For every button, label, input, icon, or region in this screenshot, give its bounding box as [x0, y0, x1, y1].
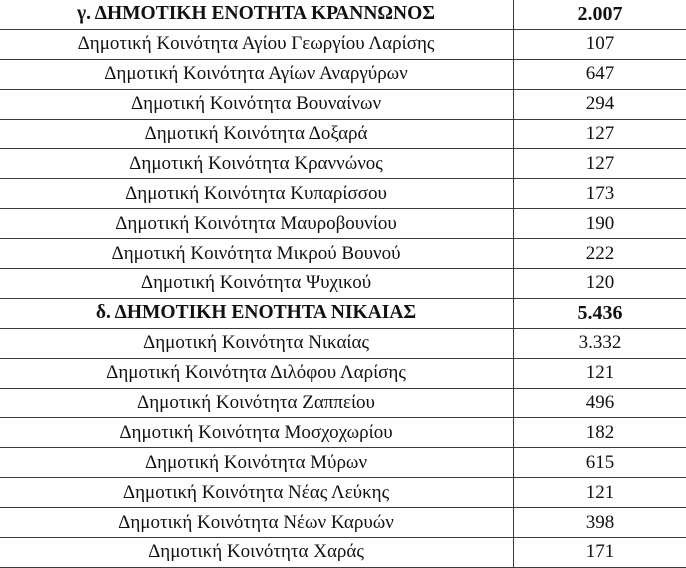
table-row: [0, 328, 686, 358]
community-name: Δημοτική Κοινότητα Ψυχικού: [0, 269, 514, 299]
community-name: Δημοτική Κοινότητα Αγίων Αναργύρων: [0, 59, 514, 89]
community-name: Δημοτική Κοινότητα Κραννώνος: [0, 149, 514, 179]
table-row: [0, 59, 686, 89]
community-name: Δημοτική Κοινότητα Βουναίνων: [0, 89, 514, 119]
table-row: [0, 239, 686, 269]
table-row: [0, 418, 686, 448]
section-total: 5.436: [514, 298, 686, 328]
population-value: 190: [514, 209, 686, 239]
community-name: Δημοτική Κοινότητα Νικαίας: [0, 328, 514, 358]
table-row: [0, 89, 686, 119]
population-value: 107: [514, 29, 686, 59]
population-value: 615: [514, 448, 686, 478]
table-row: [0, 29, 686, 59]
community-name: Δημοτική Κοινότητα Μικρού Βουνού: [0, 239, 514, 269]
community-name: Δημοτική Κοινότητα Κυπαρίσσου: [0, 179, 514, 209]
table-row: [0, 119, 686, 149]
population-value: 496: [514, 388, 686, 418]
community-name: Δημοτική Κοινότητα Μοσχοχωρίου: [0, 418, 514, 448]
population-value: 173: [514, 179, 686, 209]
community-name: Δημοτική Κοινότητα Δοξαρά: [0, 119, 514, 149]
community-name: Δημοτική Κοινότητα Αγίου Γεωργίου Λαρίσης: [0, 29, 514, 59]
section-title: γ. ΔΗΜΟΤΙΚΗ ΕΝΟΤΗΤΑ ΚΡΑΝΝΩΝΟΣ: [0, 0, 514, 29]
table-row: [0, 508, 686, 538]
table-row: [0, 448, 686, 478]
population-value: 121: [514, 358, 686, 388]
population-value: 127: [514, 149, 686, 179]
population-value: 121: [514, 478, 686, 508]
table-row: [0, 478, 686, 508]
population-value: 120: [514, 269, 686, 299]
table-row: [0, 269, 686, 299]
section-header-krannonos: [0, 0, 686, 29]
population-value: 3.332: [514, 328, 686, 358]
community-name: Δημοτική Κοινότητα Μύρων: [0, 448, 514, 478]
population-value: 222: [514, 239, 686, 269]
community-name: Δημοτική Κοινότητα Νέων Καρυών: [0, 508, 514, 538]
table-row: [0, 358, 686, 388]
table-row: [0, 149, 686, 179]
community-name: Δημοτική Κοινότητα Μαυροβουνίου: [0, 209, 514, 239]
section-header-nikaias: [0, 298, 686, 328]
section-total: 2.007: [514, 0, 686, 29]
community-name: Δημοτική Κοινότητα Ζαππείου: [0, 388, 514, 418]
community-name: Δημοτική Κοινότητα Νέας Λεύκης: [0, 478, 514, 508]
table-row: [0, 209, 686, 239]
community-name: Δημοτική Κοινότητα Διλόφου Λαρίσης: [0, 358, 514, 388]
table-row: [0, 179, 686, 209]
community-name: Δημοτική Κοινότητα Χαράς: [0, 538, 514, 568]
population-value: 127: [514, 119, 686, 149]
population-value: 171: [514, 538, 686, 568]
population-value: 647: [514, 59, 686, 89]
population-value: 294: [514, 89, 686, 119]
table-row: [0, 388, 686, 418]
population-value: 398: [514, 508, 686, 538]
population-value: 182: [514, 418, 686, 448]
section-title: δ. ΔΗΜΟΤΙΚΗ ΕΝΟΤΗΤΑ ΝΙΚΑΙΑΣ: [0, 298, 514, 328]
table-row: [0, 538, 686, 568]
